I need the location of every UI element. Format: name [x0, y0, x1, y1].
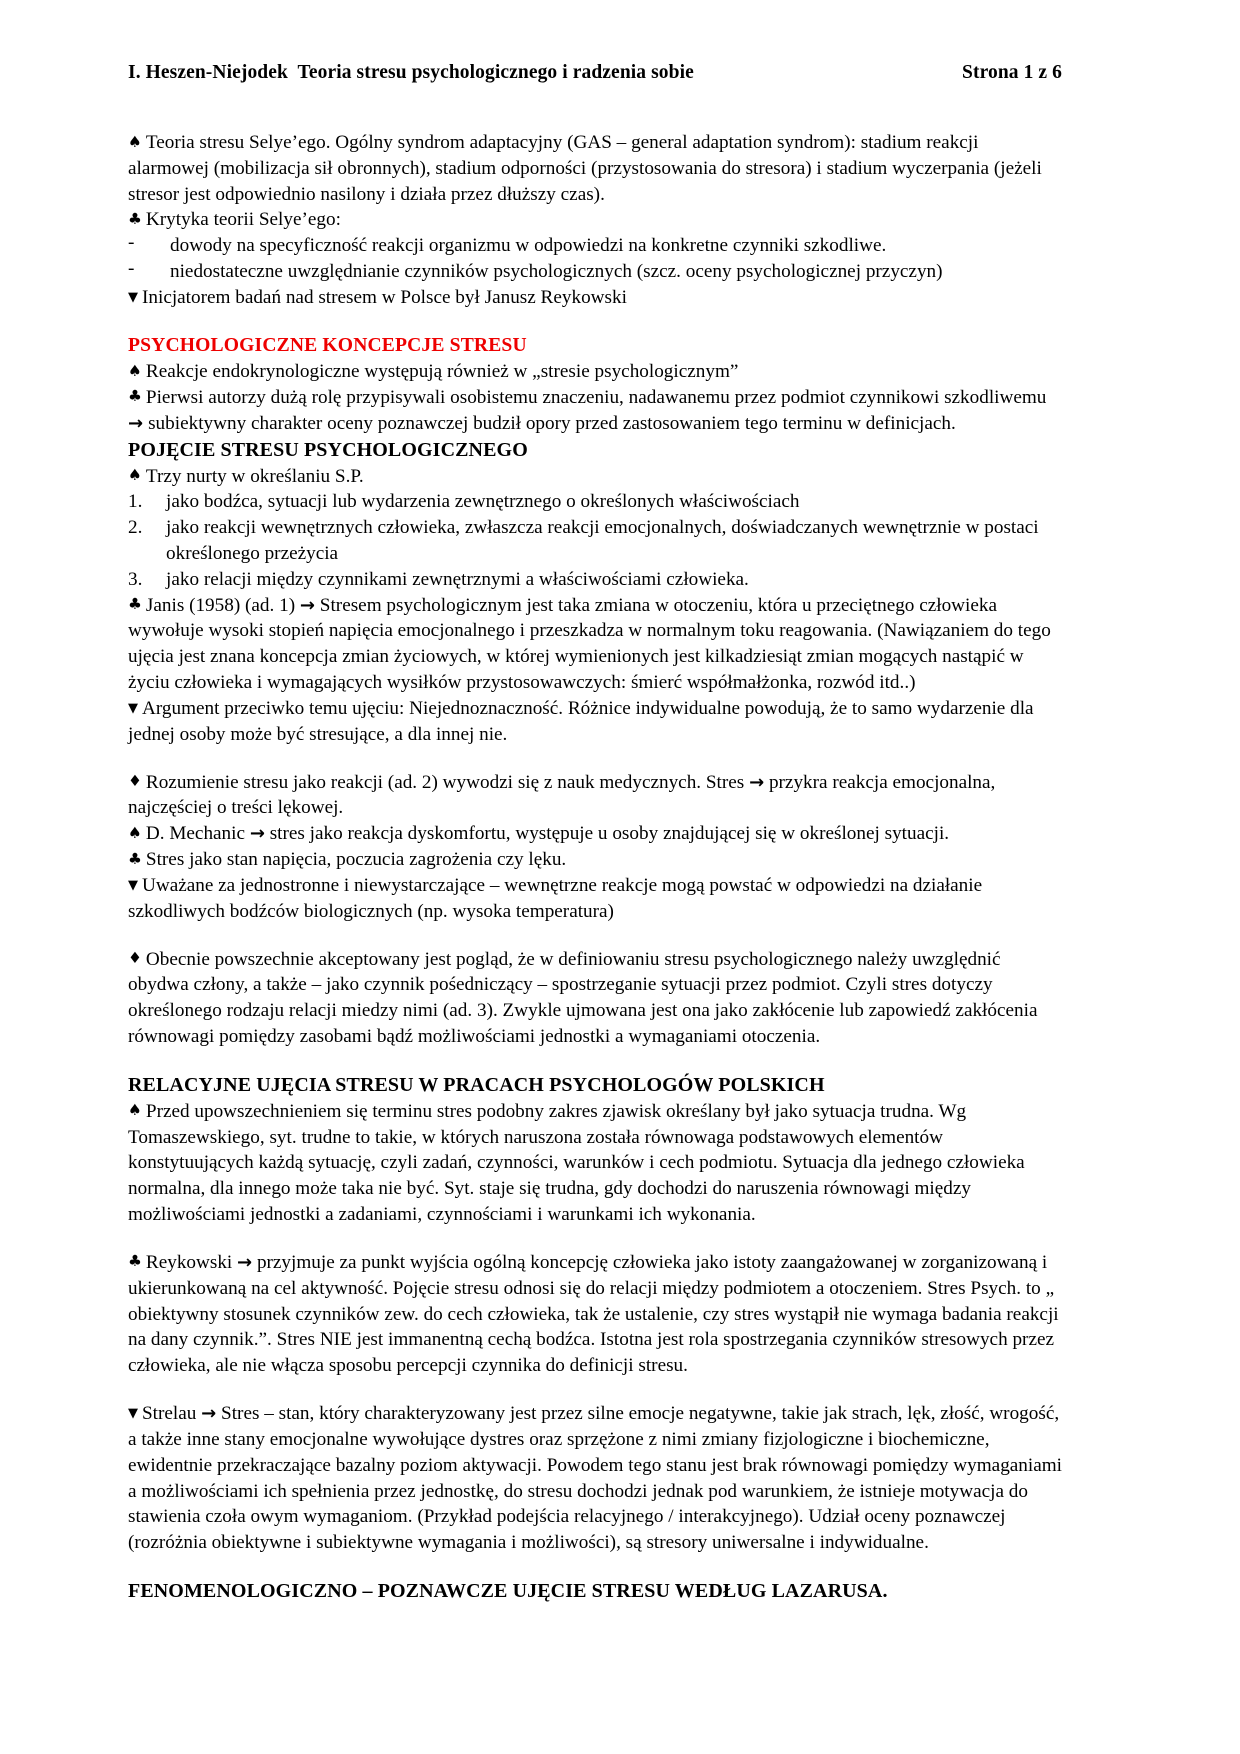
header-page-number: Strona 1 z 6 — [962, 62, 1062, 83]
list-item-text: jako relacji między czynnikami zewnętrznymi a właściwościami człowieka. — [166, 568, 749, 590]
bullet-text: przyjmuje za punkt wyjścia ogólną koncepcję człowieka jako istoty zaangażowanej w zorganizowaną i ukierunkowaną na cel aktywność. Pojęcie stresu odnosi się do relacji między podmiotem a otoczeniem. Stres Psych. to „ obiektywny stosunek czynników zew. do cech człowieka, tak że ustalenie, czy stres wystąpił nie wymaga badania reakcji na dany czynnik.”. Stres NIE jest immanentną cechą bodźca. Istotna jest rola spostrzegania czynników stresowych przez człowieka, ale nie włącza sposobu percepcji czynnika do definicji stresu. — [128, 1251, 1059, 1377]
spade-bullet-icon: ♠ — [128, 823, 142, 842]
club-bullet-icon: ♣ — [128, 849, 142, 868]
spacer — [128, 1556, 1062, 1578]
bullet-text-lead: Rozumienie stresu jako reakcji (ad. 2) wywodzi się z nauk medycznych. Stres — [145, 771, 745, 793]
bullet-item-mechanic — [128, 821, 1062, 847]
spacer — [128, 925, 1062, 947]
bullet-item-endocrine-reactions — [128, 359, 1062, 385]
arrow-right-inline-icon: → — [201, 1403, 217, 1425]
bullet-text: Stresem psychologicznym jest taka zmiana w otoczeniu, która u przeciętnego człowieka wywołuje wysoki stopień napięcia emocjonalnego i przeszkadza w normalnym toku reagowania. (Nawiązaniem do tego ujęcia jest znana koncepcja zmian życiowych, w której wymienionych jest kilkadziesiąt zmian mogących nastąpić w życiu człowieka i wymagających wysiłków przystosowawczych: śmierć współmałżonka, rozwód itd..) — [128, 594, 1051, 694]
spacer — [128, 311, 1062, 333]
bullet-item-argument-against — [128, 696, 1062, 748]
bullet-item-first-authors — [128, 385, 1062, 411]
list-number: 1. — [128, 491, 143, 513]
dash-list-item-1 — [128, 233, 1062, 259]
numbered-list-item-1 — [128, 489, 1062, 515]
bullet-text-lead: D. Mechanic — [145, 823, 246, 845]
dash-item-text: dowody na specyficzność reakcji organizmu w odpowiedzi na konkretne czynniki szkodliwe. — [170, 235, 887, 257]
arrow-right-inline-icon: → — [249, 823, 265, 845]
bullet-text: Obecnie powszechnie akceptowany jest pogląd, że w definiowaniu stresu psychologicznego należy uwzględnić obydwa człony, a także – jako czynnik pośedniczący – spostrzeganie sytuacji przez podmiot. Czyli stres dotyczy określonego rodzaju relacji miedzy nimi (ad. 3). Zwykle ujmowana jest ona jako zakłócenie lub zapowiedź zakłócenia równowagi pomiędzy zasobami bądź możliwościami jednostki a wymaganiami otoczenia. — [128, 948, 1038, 1048]
spacer — [128, 748, 1062, 770]
dash-list-item-2 — [128, 259, 1062, 285]
bullet-text: Stres jako stan napięcia, poczucia zagrożenia czy lęku. — [145, 849, 567, 871]
spacer — [128, 1228, 1062, 1250]
bullet-text: przykra reakcja emocjonalna, najczęściej o treści lękowej. — [128, 771, 996, 819]
bullet-text: Stres – stan, który charakteryzowany jest przez silne emocje negatywne, takie jak strach, lęk, złość, wrogość, a także inne stany emocjonalne wywołujące dystres oraz sprzężone z nimi zmiany fizjologiczne i biochemiczne, ewidentnie przekraczające bazalny poziom aktywacji. Powodem tego stanu jest brak równowagi pomiędzy wymaganiami a możliwościami ich spełnienia przez jednostkę, do stresu dochodzi jednak pod warunkiem, że istnieje motywacja do stawienia czoła owym wymaganiom. (Przykład podejścia relacyjnego / interakcyjnego). Udział oceny poznawczej (rozróżnia obiektywne i subiektywne wymagania i możliwości), są stresory uniwersalne i indywidualne. — [128, 1403, 1062, 1554]
spacer — [128, 1379, 1062, 1401]
club-bullet-icon: ♣ — [128, 387, 142, 406]
bullet-item-stress-as-reaction — [128, 770, 1062, 822]
arrow-right-inline-icon: → — [237, 1251, 253, 1273]
list-number: 2. — [128, 517, 143, 539]
spacer — [128, 1050, 1062, 1072]
list-number: 3. — [128, 568, 143, 590]
arrow-right-bullet-icon: → — [128, 412, 144, 434]
bullet-text: Argument przeciwko temu ujęciu: Niejednoznaczność. Różnice indywidualne powodują, że to samo wydarzenie dla jednej osoby może być stresujące, a dla innej nie. — [128, 697, 1034, 745]
bullet-text: Reakcje endokrynologiczne występują również w „stresie psychologicznym” — [145, 361, 739, 383]
spade-bullet-icon: ♠ — [128, 132, 142, 151]
bullet-item-state-of-tension — [128, 847, 1062, 873]
triangle-down-bullet-icon: ▼ — [128, 1406, 138, 1422]
arrow-right-inline-icon: → — [299, 594, 315, 616]
header-title: I. Heszen-Niejodek Teoria stresu psychologicznego i radzenia sobie — [128, 62, 694, 83]
bullet-item-strelau — [128, 1401, 1062, 1556]
triangle-down-bullet-icon: ▼ — [128, 700, 138, 716]
bullet-text: Uważane za jednostronne i niewystarczające – wewnętrzne reakcje mogą powstać w odpowiedzi na działanie szkodliwych bodźców biologicznych (np. wysoka temperatura) — [128, 874, 983, 922]
page-header — [128, 62, 1062, 84]
document-body — [128, 130, 1062, 1605]
bullet-text: subiektywny charakter oceny poznawczej budził opory przed zastosowaniem tego terminu w definicjach. — [148, 412, 956, 434]
heading-concept-of-psych-stress: POJĘCIE STRESU PSYCHOLOGICZNEGO — [128, 438, 528, 461]
bullet-item-before-popularization — [128, 1099, 1062, 1228]
bullet-item-considered-one-sided — [128, 873, 1062, 925]
triangle-down-bullet-icon: ▼ — [128, 877, 138, 893]
bullet-text: Inicjatorem badań nad stresem w Polsce był Janusz Reykowski — [142, 286, 627, 308]
bullet-text-lead: Reykowski — [145, 1251, 233, 1273]
diamond-bullet-icon: ♦ — [128, 772, 142, 791]
club-bullet-icon: ♣ — [128, 1252, 142, 1271]
diamond-bullet-icon: ♦ — [128, 949, 142, 968]
bullet-text: Teoria stresu Selye’ego. Ogólny syndrom adaptacyjny (GAS – general adaptation syndrom): stadium reakcji alarmowej (mobilizacja sił obronnych), stadium odporności (przystosowania do stresora) i stadium wyczerpania (jeżeli stresor jest odpowiednio nasilony i działa przez dłuższy czas). — [128, 132, 1042, 205]
arrow-right-inline-icon: → — [749, 771, 765, 793]
dash-item-text: niedostateczne uwzględnianie czynników psychologicznych (szcz. oceny psychologicznej przyczyn) — [170, 261, 943, 283]
heading-phenomenological-lazarus: FENOMENOLOGICZNO – POZNAWCZE UJĘCIE STRESU WEDŁUG LAZARUSA. — [128, 1580, 888, 1603]
dash-bullet-icon: - — [128, 258, 135, 280]
numbered-list-item-3 — [128, 567, 1062, 593]
dash-bullet-icon: - — [128, 232, 135, 254]
bullet-text-lead: Janis (1958) (ad. 1) — [145, 594, 296, 616]
triangle-down-bullet-icon: ▼ — [128, 289, 138, 305]
bullet-item-selye-theory — [128, 130, 1062, 207]
spade-bullet-icon: ♠ — [128, 466, 142, 485]
bullet-text: stres jako reakcja dyskomfortu, występuje u osoby znajdującej się w określonej sytuacji. — [269, 823, 950, 845]
bullet-item-reykowski-concept — [128, 1250, 1062, 1379]
heading-relational-approaches: RELACYJNE UJĘCIA STRESU W PRACACH PSYCHOLOGÓW POLSKICH — [128, 1073, 825, 1096]
bullet-text: Przed upowszechnieniem się terminu stres podobny zakres zjawisk określany był jako sytuacja trudna. Wg Tomaszewskiego, syt. trudne to takie, w których naruszona została równowaga podstawowych elementów konstytuujących każdą sytuację, czyli zadań, czynności, warunków i cech podmiotu. Sytuacja dla jednego człowieka normalna, dla innego może taka nie być. Syt. staje się trudna, gdy dochodzi do naruszenia równowagi między możliwościami jednostki a zadaniami, czynnościami i warunkami ich wykonania. — [128, 1100, 1025, 1226]
heading-psychological-concepts: PSYCHOLOGICZNE KONCEPCJE STRESU — [128, 334, 527, 356]
bullet-item-currently-accepted — [128, 947, 1062, 1050]
bullet-item-subjective-character — [128, 411, 1062, 437]
bullet-text-lead: Strelau — [142, 1403, 197, 1425]
spade-bullet-icon: ♠ — [128, 361, 142, 380]
spade-bullet-icon: ♠ — [128, 1101, 142, 1120]
list-item-text: jako reakcji wewnętrznych człowieka, zwłaszcza reakcji emocjonalnych, doświadczanych wewnętrznie w postaci określonego przeżycia — [166, 517, 1039, 564]
bullet-item-janis-1958 — [128, 593, 1062, 696]
bullet-item-three-currents — [128, 464, 1062, 490]
bullet-text: Krytyka teorii Selye’ego: — [145, 209, 341, 231]
list-item-text: jako bodźca, sytuacji lub wydarzenia zewnętrznego o określonych właściwościach — [166, 491, 800, 513]
club-bullet-icon: ♣ — [128, 595, 142, 614]
bullet-item-reykowski-initiator — [128, 285, 1062, 311]
bullet-text: Trzy nurty w określaniu S.P. — [145, 465, 364, 487]
bullet-text: Pierwsi autorzy dużą rolę przypisywali osobistemu znaczeniu, nadawanemu przez podmiot czynnikowi szkodliwemu — [145, 386, 1047, 408]
numbered-list-item-2 — [128, 515, 1062, 567]
club-bullet-icon: ♣ — [128, 209, 142, 228]
bullet-item-selye-critique — [128, 207, 1062, 233]
